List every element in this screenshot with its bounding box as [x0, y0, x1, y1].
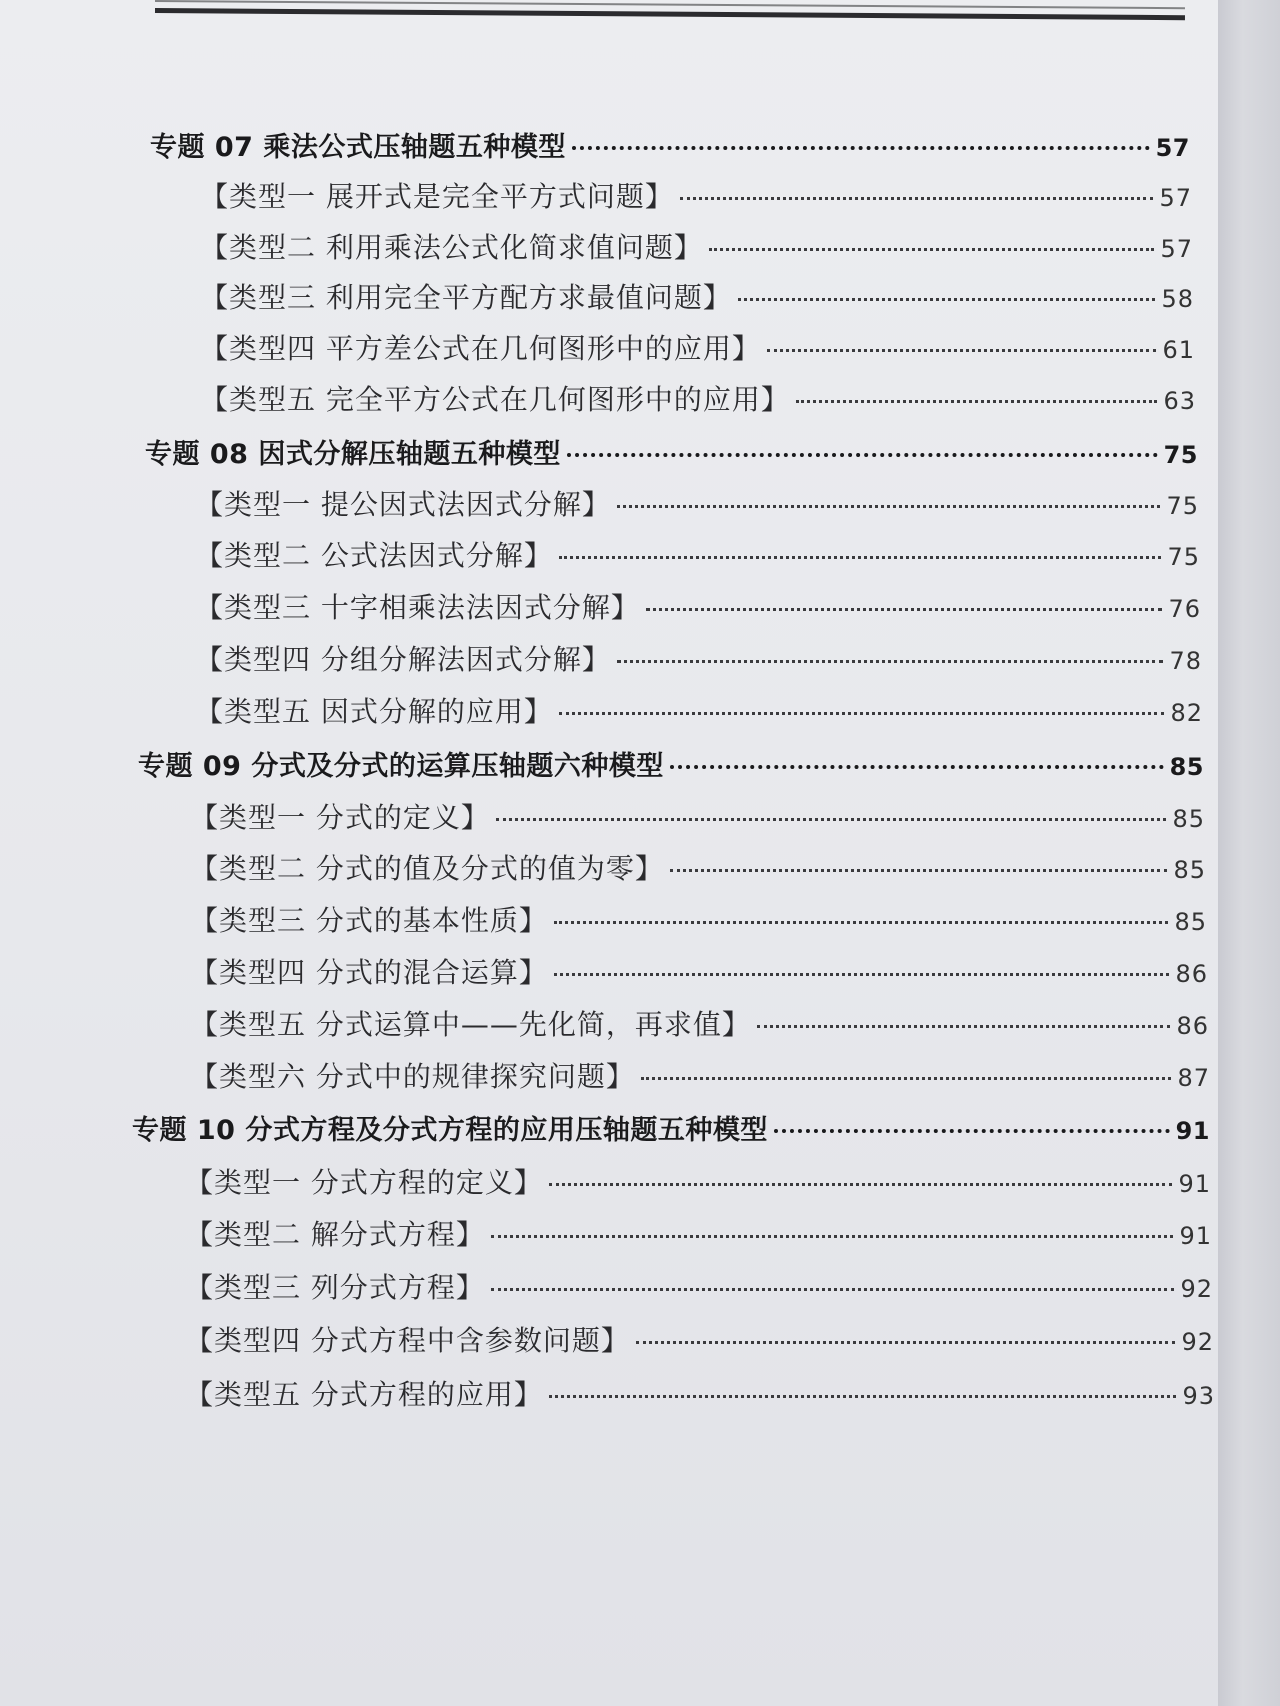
toc-page-number: 87 — [1177, 1064, 1210, 1092]
toc-type-entry — [195, 638, 1202, 678]
dot-leader — [680, 197, 1154, 200]
toc-page-number: 86 — [1175, 960, 1208, 988]
toc-entry-title: 【类型二 分式的值及分式的值为零】 — [190, 852, 664, 885]
toc-type-entry — [195, 483, 1199, 523]
dot-leader — [549, 1183, 1173, 1186]
toc-entry-title: 【类型一 提公因式法因式分解】 — [195, 488, 611, 521]
toc-type-entry — [185, 1266, 1213, 1306]
toc-entry-title: 【类型四 平方差公式在几何图形中的应用】 — [200, 332, 761, 365]
toc-entry-title: 【类型五 因式分解的应用】 — [195, 695, 553, 728]
dot-leader — [559, 556, 1162, 559]
toc-page-number: 91 — [1179, 1222, 1212, 1250]
toc-entry-title: 【类型五 分式运算中——先化简，再求值】 — [190, 1008, 751, 1041]
toc-type-entry — [190, 951, 1208, 991]
toc-page-number: 57 — [1159, 184, 1192, 212]
toc-type-entry — [200, 226, 1193, 266]
toc-page-number: 75 — [1167, 543, 1200, 571]
toc-entry-title: 【类型三 利用完全平方配方求最值问题】 — [200, 281, 732, 314]
toc-type-entry — [195, 586, 1201, 626]
toc-entry-title: 【类型二 公式法因式分解】 — [195, 539, 553, 572]
toc-type-entry — [185, 1213, 1212, 1253]
dot-leader — [617, 660, 1164, 663]
toc-entry-title: 【类型三 十字相乘法法因式分解】 — [195, 591, 640, 624]
dot-leader — [491, 1235, 1174, 1238]
toc-page-number: 76 — [1168, 595, 1201, 623]
toc-entry-title: 【类型六 分式中的规律探究问题】 — [190, 1060, 635, 1093]
dot-leader — [796, 400, 1158, 403]
toc-page-number: 85 — [1169, 753, 1204, 781]
dot-leader — [774, 1129, 1170, 1133]
toc-entry-title: 【类型一 分式方程的定义】 — [185, 1166, 543, 1199]
dot-leader — [491, 1288, 1175, 1291]
toc-page-number: 58 — [1161, 285, 1194, 313]
toc-page-number: 61 — [1162, 336, 1195, 364]
toc-type-entry — [195, 534, 1200, 574]
toc-page-number: 57 — [1160, 235, 1193, 263]
toc-section-entry — [132, 1108, 1210, 1147]
toc-page-number: 78 — [1169, 647, 1202, 675]
dot-leader — [757, 1025, 1171, 1028]
toc-entry-title: 【类型四 分式的混合运算】 — [190, 956, 548, 989]
toc-entry-title: 【类型五 分式方程的应用】 — [185, 1378, 543, 1411]
dot-leader — [549, 1395, 1177, 1398]
toc-page-number: 75 — [1166, 492, 1199, 520]
toc-entry-title: 【类型三 列分式方程】 — [185, 1271, 485, 1304]
toc-section-entry — [145, 432, 1198, 471]
toc-page-number: 92 — [1180, 1275, 1213, 1303]
toc-page-number: 82 — [1170, 699, 1203, 727]
toc-page-number: 91 — [1178, 1170, 1211, 1198]
dot-leader — [646, 608, 1163, 611]
toc-page-number: 91 — [1175, 1117, 1210, 1145]
toc-page-number: 85 — [1174, 908, 1207, 936]
dot-leader — [572, 146, 1150, 150]
toc-type-entry — [190, 899, 1207, 939]
toc-type-entry — [190, 796, 1205, 836]
toc-page-number: 86 — [1176, 1012, 1209, 1040]
toc-page-number: 92 — [1181, 1328, 1214, 1356]
toc-section-entry — [150, 125, 1190, 164]
toc-entry-title: 专题 10 分式方程及分式方程的应用压轴题五种模型 — [132, 1115, 768, 1146]
toc-page-number: 85 — [1172, 805, 1205, 833]
dot-leader — [636, 1341, 1176, 1344]
toc-type-entry — [195, 690, 1203, 730]
dot-leader — [554, 921, 1169, 924]
toc-entry-title: 【类型五 完全平方公式在几何图形中的应用】 — [200, 383, 790, 416]
toc-type-entry — [200, 276, 1194, 316]
dot-leader — [738, 298, 1156, 301]
toc-page-number: 85 — [1173, 856, 1206, 884]
dot-leader — [670, 765, 1164, 769]
toc-type-entry — [185, 1161, 1211, 1201]
toc-page-number: 63 — [1163, 387, 1196, 415]
toc-type-entry — [185, 1373, 1215, 1413]
dot-leader — [709, 248, 1155, 251]
dot-leader — [617, 505, 1161, 508]
dot-leader — [670, 869, 1168, 872]
dot-leader — [567, 453, 1158, 457]
toc-entry-title: 【类型一 展开式是完全平方式问题】 — [200, 180, 674, 213]
toc-entry-title: 【类型四 分式方程中含参数问题】 — [185, 1324, 630, 1357]
toc-entry-title: 专题 07 乘法公式压轴题五种模型 — [150, 132, 566, 163]
toc-entry-title: 【类型四 分组分解法因式分解】 — [195, 643, 611, 676]
dot-leader — [554, 973, 1170, 976]
toc-type-entry — [200, 378, 1196, 418]
dot-leader — [641, 1077, 1172, 1080]
toc-entry-title: 【类型一 分式的定义】 — [190, 801, 490, 834]
toc-type-entry — [200, 327, 1195, 367]
dot-leader — [559, 712, 1165, 715]
toc-entry-title: 【类型三 分式的基本性质】 — [190, 904, 548, 937]
toc-entry-title: 【类型二 解分式方程】 — [185, 1218, 485, 1251]
toc-type-entry — [200, 175, 1192, 215]
toc-entry-title: 专题 09 分式及分式的运算压轴题六种模型 — [138, 751, 664, 782]
toc-page-number: 75 — [1163, 441, 1198, 469]
toc-entry-title: 【类型二 利用乘法公式化简求值问题】 — [200, 231, 703, 264]
dot-leader — [496, 818, 1167, 821]
toc-entry-title: 专题 08 因式分解压轴题五种模型 — [145, 439, 561, 470]
toc-type-entry — [185, 1319, 1214, 1359]
toc-section-entry — [138, 744, 1204, 783]
dot-leader — [767, 349, 1157, 352]
toc-type-entry — [190, 847, 1206, 887]
toc-page-number: 57 — [1155, 134, 1190, 162]
toc-page-number: 93 — [1182, 1382, 1215, 1410]
toc-type-entry — [190, 1003, 1209, 1043]
toc-type-entry — [190, 1055, 1210, 1095]
